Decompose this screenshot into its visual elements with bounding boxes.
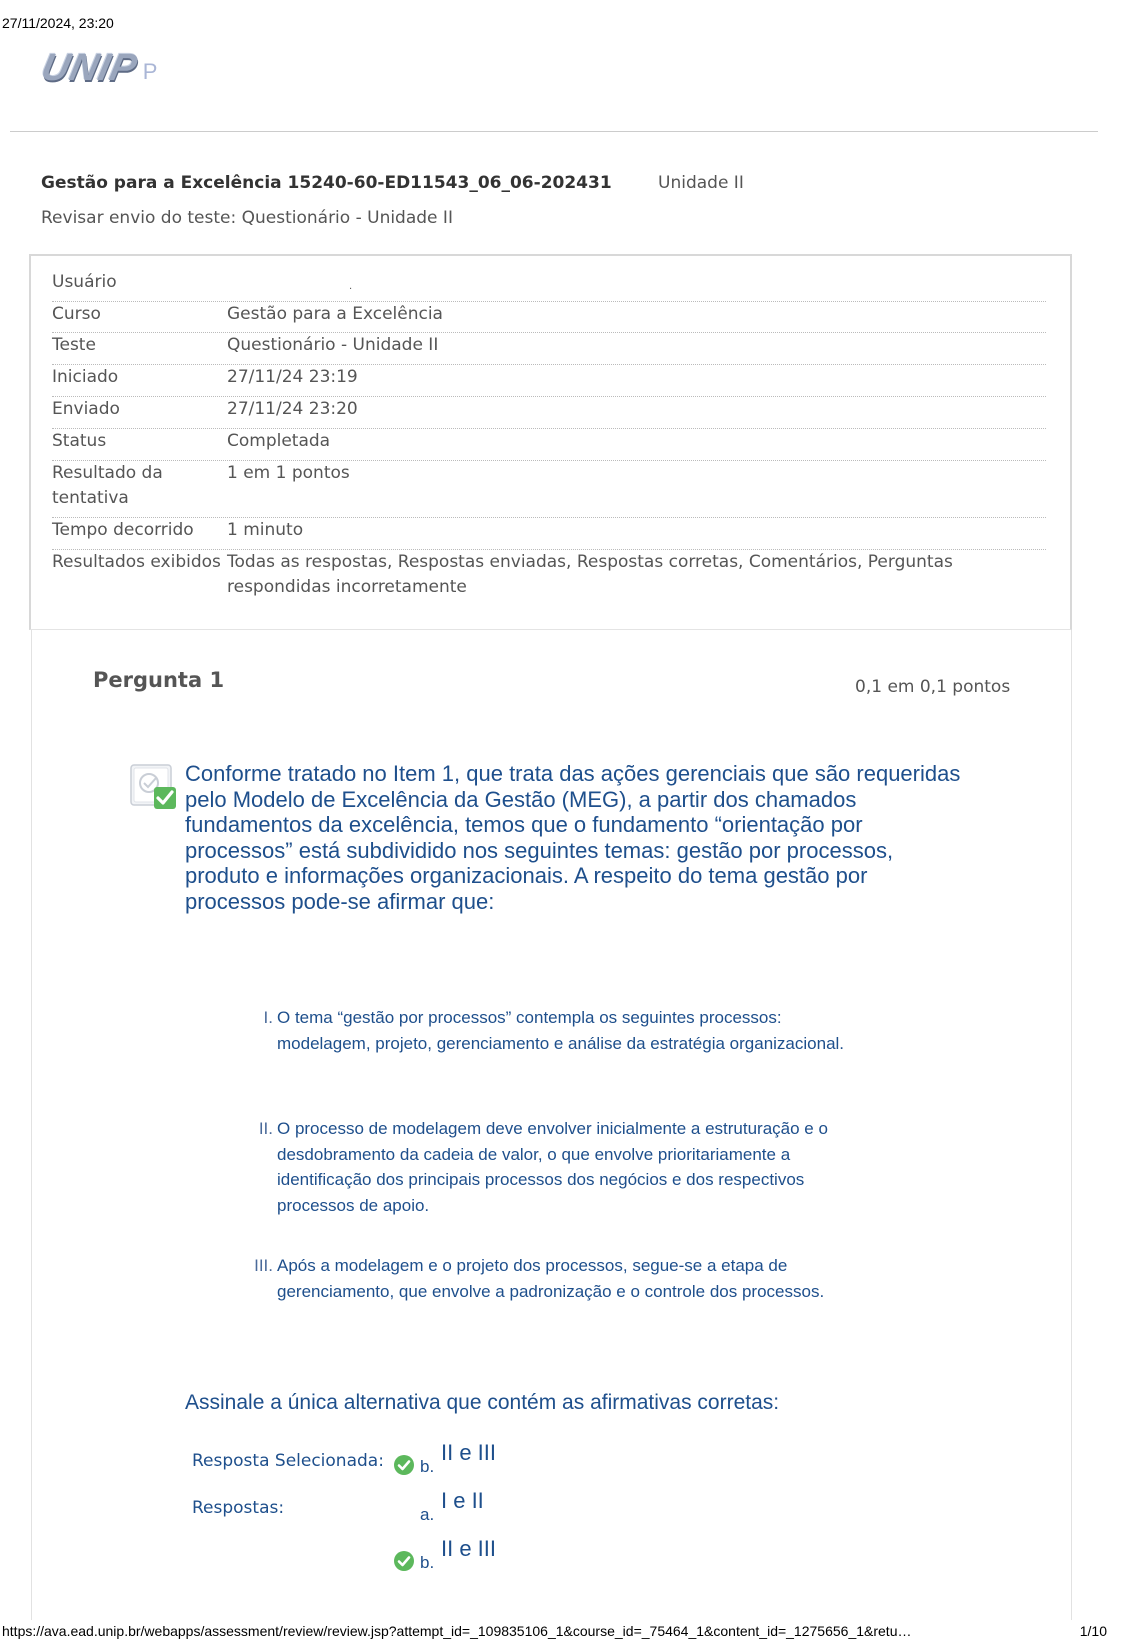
info-row-enviado xyxy=(52,397,1046,429)
course-title: Gestão para a Excelência 15240-60-ED11543_06_06-202431 xyxy=(41,173,612,193)
info-key: Teste xyxy=(52,335,96,355)
info-value: Questionário - Unidade II xyxy=(227,335,439,355)
print-url: https://ava.ead.unip.br/webapps/assessment/review/review.jsp?attempt_id=_109835106_1&course_id=_75464_1&content_id=_1275656_1&retu… xyxy=(2,1623,912,1639)
info-value: Todas as respostas, Respostas enviadas, Respostas corretas, Comentários, Perguntas respondidas incorretamente xyxy=(227,552,953,597)
info-value: 27/11/24 23:19 xyxy=(227,367,358,387)
info-key: Curso xyxy=(52,304,101,324)
correct-question-icon xyxy=(130,763,178,811)
answer-letter: b. xyxy=(420,1553,435,1572)
answer-text: I e II xyxy=(441,1488,484,1513)
correct-check-icon xyxy=(393,1454,415,1476)
statement-iii xyxy=(250,1253,870,1333)
info-value: 1 em 1 pontos xyxy=(227,463,350,483)
statement-i xyxy=(250,1005,870,1085)
info-value: 27/11/24 23:20 xyxy=(227,399,358,419)
info-key: Resultado da tentativa xyxy=(52,463,163,508)
question-title: Pergunta 1 xyxy=(93,668,225,692)
logo-tail: P xyxy=(142,59,158,84)
info-row-status xyxy=(52,429,1046,461)
statement-text: O tema “gestão por processos” contempla os seguintes processos: modelagem, projeto, gerenciamento e análise da estratégia organizacional. xyxy=(277,1008,845,1053)
review-title: Revisar envio do teste: Questionário - Unidade II xyxy=(41,208,453,228)
logo-text: UNIP xyxy=(37,46,142,89)
info-row-tempo xyxy=(52,518,1046,550)
statement-text: Após a modelagem e o projeto dos processos, segue-se a etapa de gerenciamento, que envolve a padronização e o controle dos processos. xyxy=(277,1256,825,1301)
answers-label: Respostas: xyxy=(192,1498,285,1518)
statement-number: II. xyxy=(258,1119,273,1138)
info-row-curso xyxy=(52,302,1046,333)
question-text: Conforme tratado no Item 1, que trata das ações gerenciais que são requeridas pelo Modelo de Excelência da Gestão (MEG), a partir dos chamados fundamentos da excelência, temos que o fundamento “orientação por processos” está subdividido nos seguintes temas: gestão por processos, produto e informações organizacionais. A respeito do tema gestão por processos pode-se afirmar que: xyxy=(185,761,961,914)
info-key: Status xyxy=(52,431,107,451)
answer-text: II e III xyxy=(441,1536,497,1561)
answer-option-b xyxy=(393,1536,593,1576)
answer-letter: b. xyxy=(420,1457,435,1476)
info-value: Gestão para a Excelência xyxy=(227,304,443,324)
unip-logo xyxy=(37,46,158,89)
info-key: Resultados exibidos xyxy=(52,552,221,572)
info-value: . xyxy=(349,281,353,292)
selected-answer xyxy=(393,1440,593,1480)
answer-option-a xyxy=(393,1488,593,1528)
info-row-iniciado xyxy=(52,365,1046,397)
answer-text: II e III xyxy=(441,1440,497,1465)
info-row-resultado xyxy=(52,461,1046,518)
statement-number: I. xyxy=(263,1008,273,1027)
question-points: 0,1 em 0,1 pontos xyxy=(855,677,1011,697)
statement-text: O processo de modelagem deve envolver inicialmente a estruturação e o desdobramento da cadeia de valor, o que envolve prioritariamente a identificação dos principais processos dos negócios e dos respectivos processos de apoio. xyxy=(277,1119,828,1215)
info-value: Completada xyxy=(227,431,331,451)
info-value: 1 minuto xyxy=(227,520,304,540)
info-key: Iniciado xyxy=(52,367,119,387)
print-page-number: 1/10 xyxy=(1079,1623,1107,1639)
statement-ii xyxy=(250,1116,870,1221)
correct-check-icon xyxy=(393,1550,415,1572)
selected-answer-label: Resposta Selecionada: xyxy=(192,1451,384,1471)
info-key: Tempo decorrido xyxy=(52,520,194,540)
info-row-usuario xyxy=(52,270,1046,302)
attempt-info-table xyxy=(29,254,1072,630)
info-row-teste xyxy=(52,333,1046,365)
answer-letter: a. xyxy=(420,1505,435,1524)
info-key: Enviado xyxy=(52,399,120,419)
info-row-resultados-exibidos xyxy=(52,550,1046,610)
info-key: Usuário xyxy=(52,272,117,292)
header-divider xyxy=(10,131,1098,132)
statement-number: III. xyxy=(254,1256,273,1275)
print-datetime: 27/11/2024, 23:20 xyxy=(2,15,114,31)
unit-label: Unidade II xyxy=(658,173,744,193)
answer-prompt: Assinale a única alternativa que contém as afirmativas corretas: xyxy=(185,1391,780,1414)
